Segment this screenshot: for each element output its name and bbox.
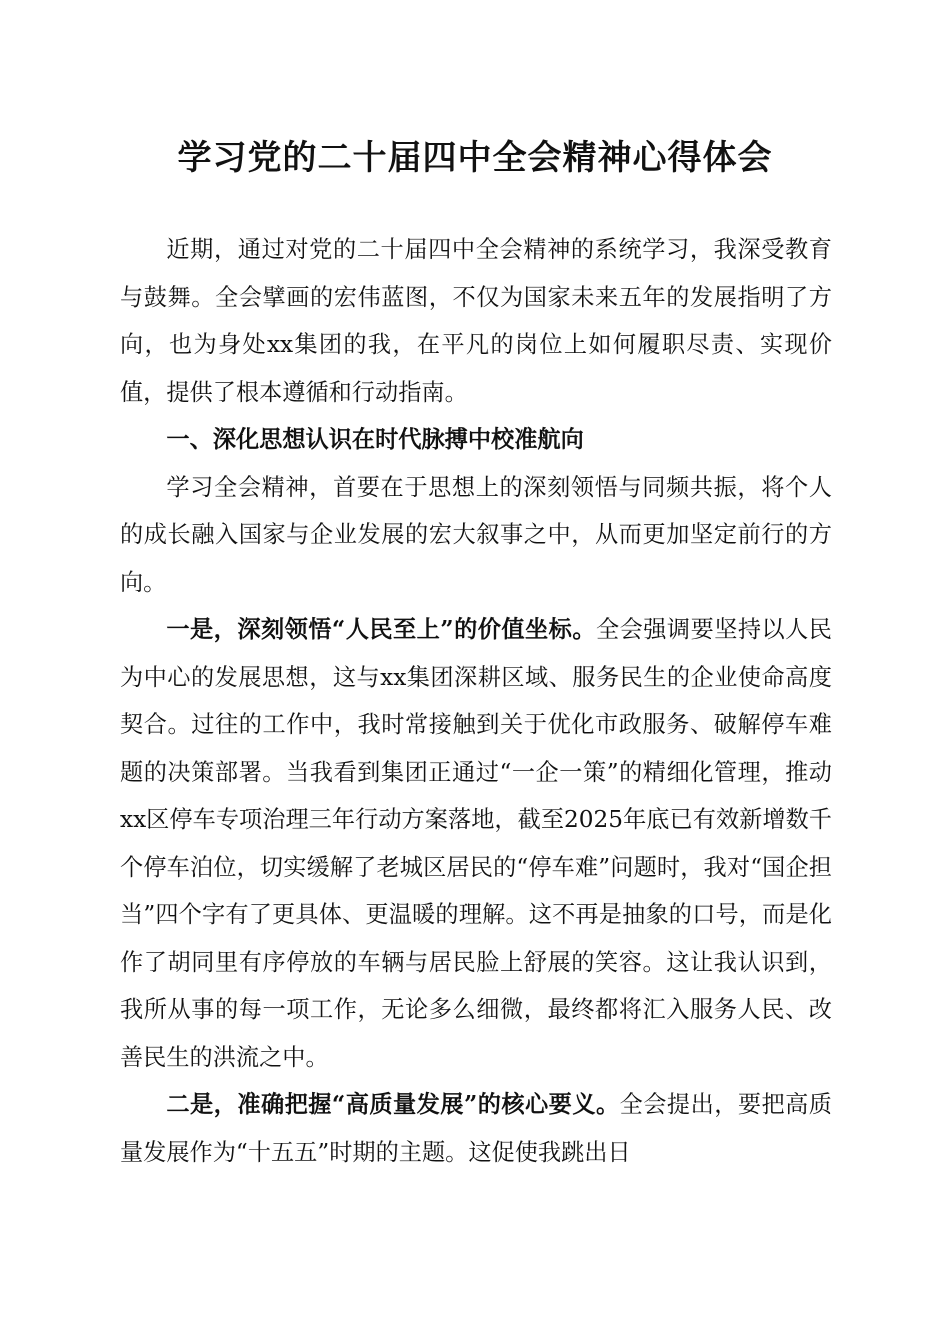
point-1-text: 全会强调要坚持以人民为中心的发展思想，这与xx集团深耕区域、服务民生的企业使命高度契合。过往的工作中，我时常接触到关于优化市政服务、破解停车难题的决策部署。当我看到集团正通过“一企一策”的精细化管理，推动xx区停车专项治理三年行动方案落地，截至2025年底已有效新增数千个停车泊位，切实缓解了老城区居民的“停车难”问题时，我对“国企担当”四个字有了更具体、更温暖的理解。这不再是抽象的口号，而是化作了胡同里有序停放的车辆与居民脸上舒展的笑容。这让我认识到，我所从事的每一项工作，无论多么细微，最终都将汇入服务人民、改善民生的洪流之中。 — [120, 616, 832, 1071]
section-1-paragraph: 学习全会精神，首要在于思想上的深刻领悟与同频共振，将个人的成长融入国家与企业发展的宏大叙事之中，从而更加坚定前行的方向。 — [120, 473, 832, 596]
point-1-paragraph — [120, 606, 832, 1081]
intro-paragraph: 近期，通过对党的二十届四中全会精神的系统学习，我深受教育与鼓舞。全会擘画的宏伟蓝图，不仅为国家未来五年的发展指明了方向，也为身处xx集团的我，在平凡的岗位上如何履职尽责、实现价值，提供了根本遵循和行动指南。 — [120, 236, 832, 406]
document-body — [120, 226, 832, 1176]
point-2-paragraph — [120, 1081, 832, 1176]
point-1-lead: 一是，深刻领悟“人民至上”的价值坐标。 — [166, 616, 596, 643]
document-title: 学习党的二十届四中全会精神心得体会 — [177, 138, 773, 178]
point-2-text: 全会提出，要把高质量发展作为“十五五”时期的主题。这促使我跳出日 — [120, 1091, 832, 1166]
section-heading-1: 一、深化思想认识在时代脉搏中校准航向 — [166, 426, 584, 453]
point-2-lead: 二是，准确把握“高质量发展”的核心要义。 — [166, 1091, 620, 1118]
